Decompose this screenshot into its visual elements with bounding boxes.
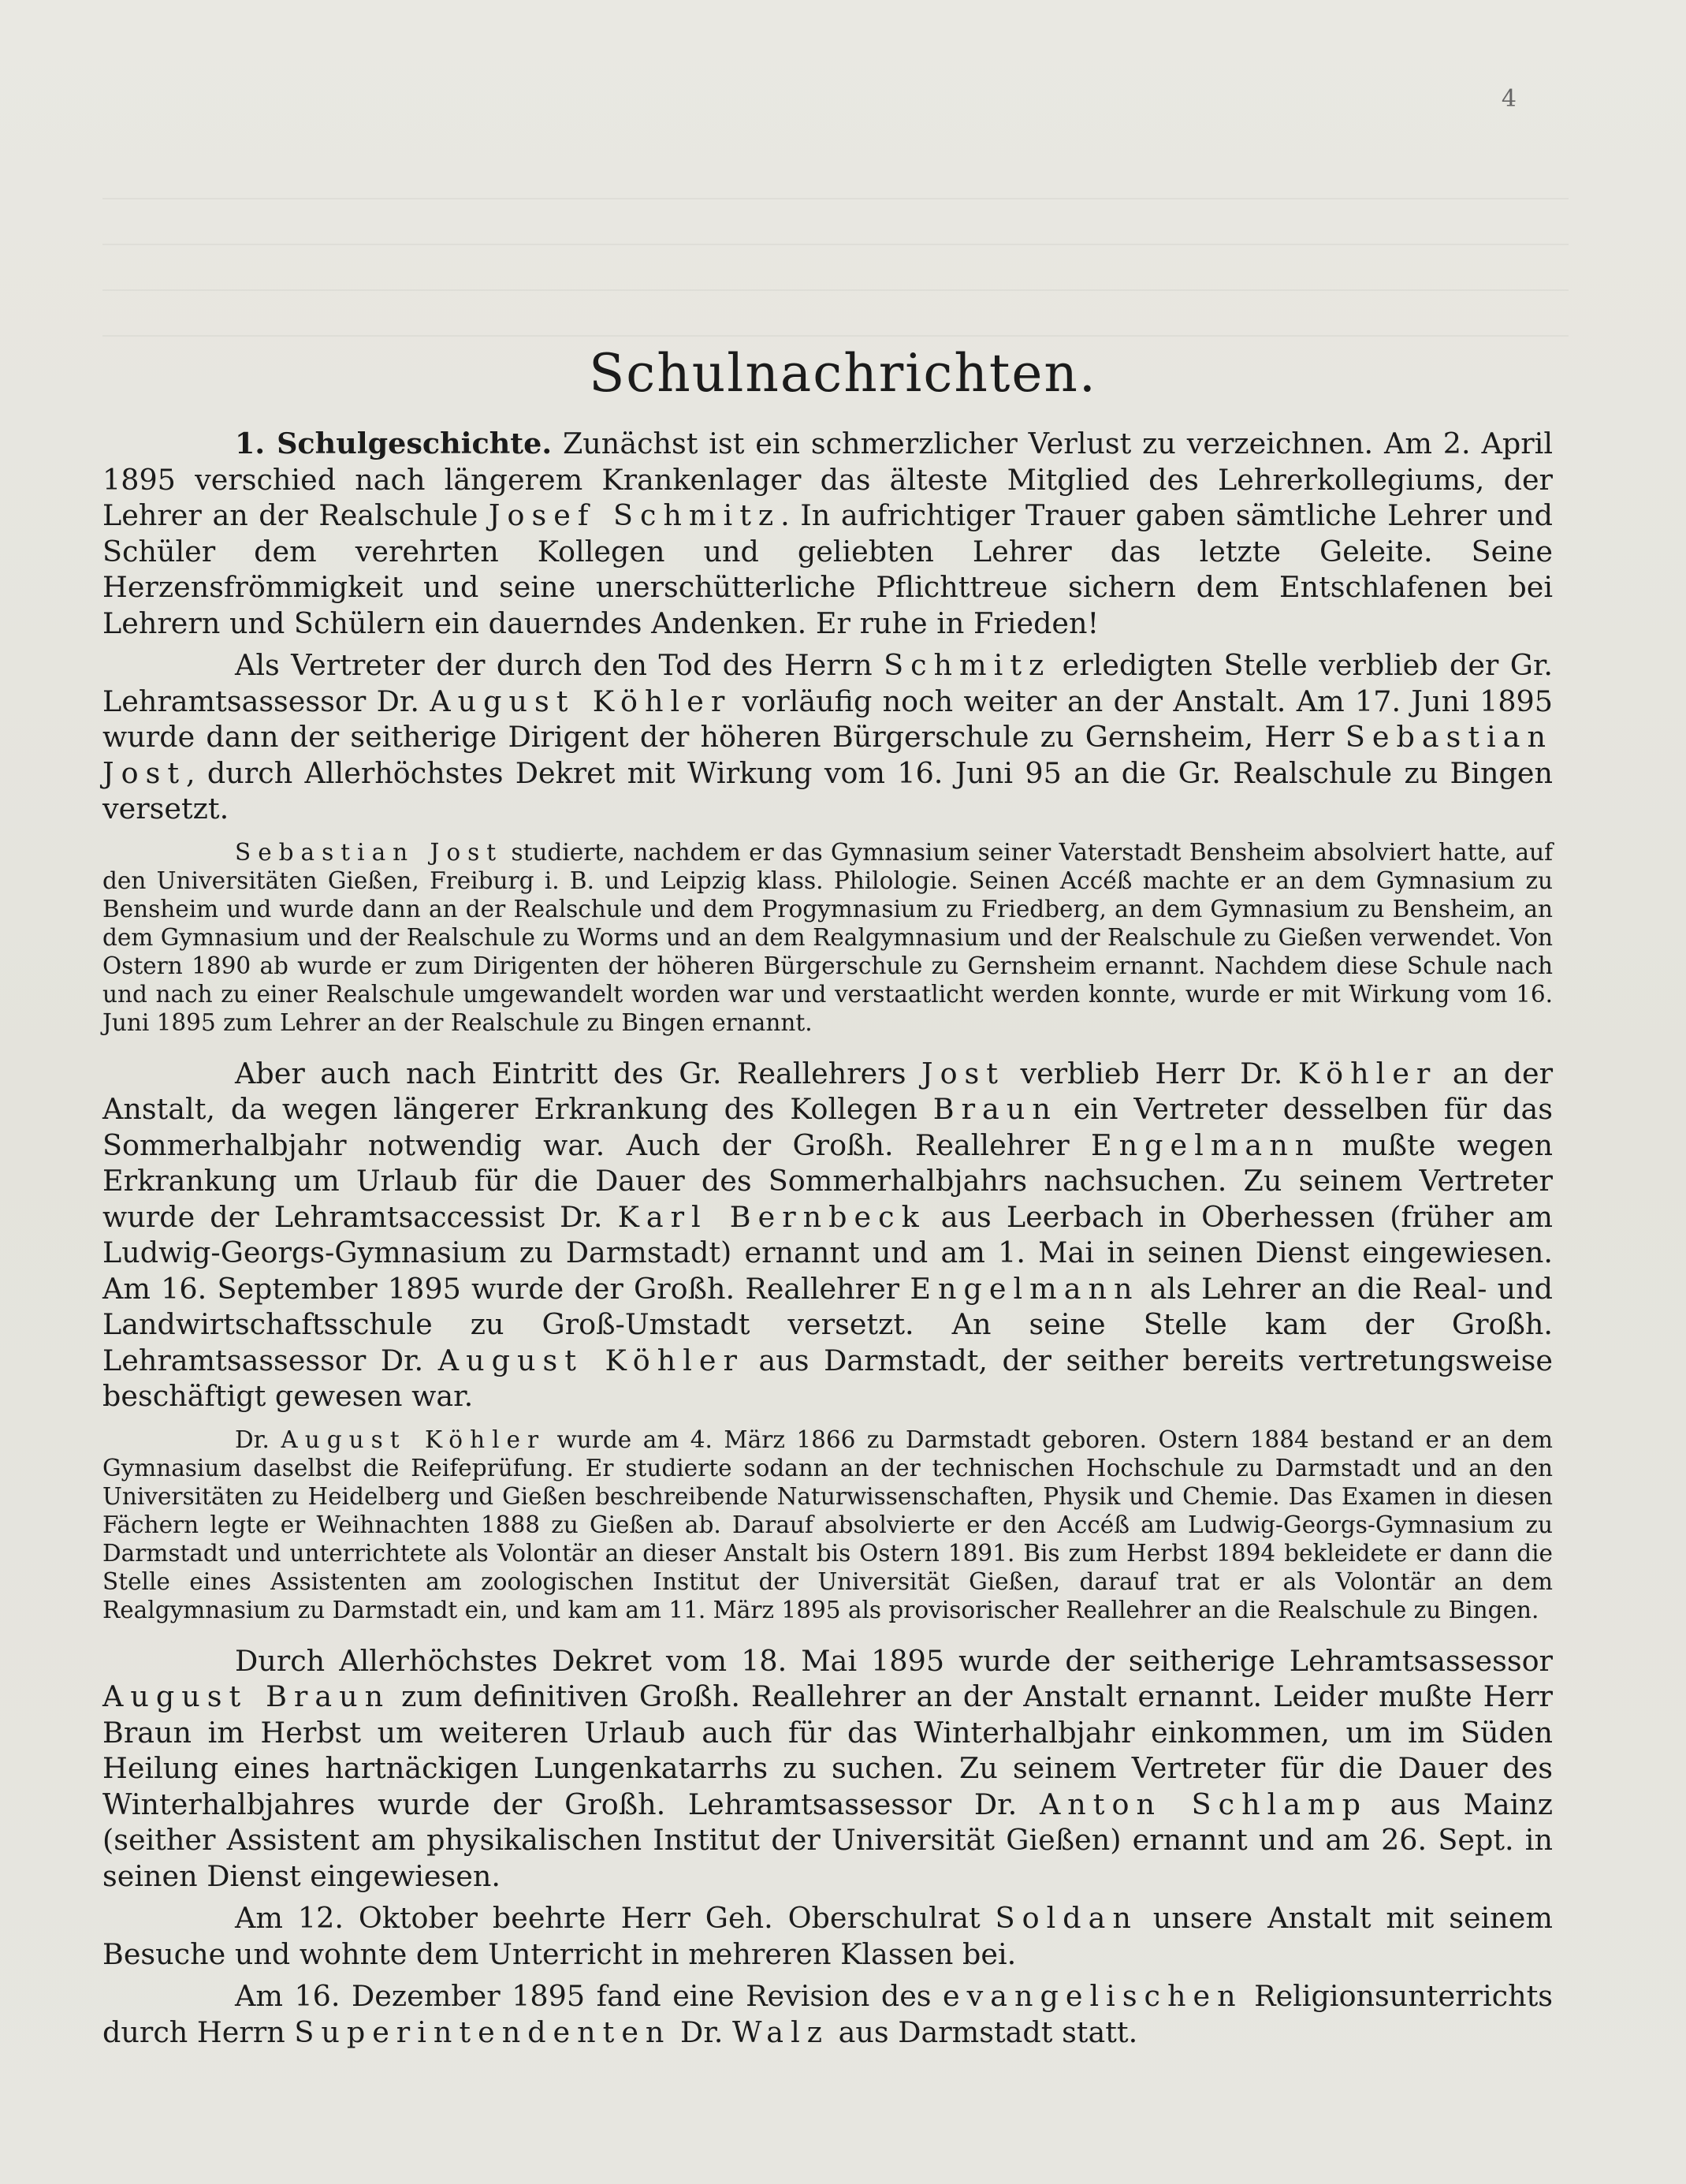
text-run: studierte, nachdem er das Gymnasium seiner Vaterstadt Bensheim absolviert hatte, auf den Universitäten Gießen, Freiburg i. B. und Leipzig klass. Philologie. Seinen Accéß machte er an dem Gymnasium zu Bensheim und wurde dann an der Realschule und dem Progymnasium zu Friedberg, an dem Gymnasium zu Bensheim, an dem Gymnasium und der Realschule zu Worms und an dem Realgymnasium und der Realschule zu Gießen verwendet. Von Ostern 1890 ab wurde er zum Dirigenten der höheren Bürgerschule zu Gernsheim ernannt. Nachdem diese Schule nach und nach zu einer Realschule umgewandelt worden war und verstaatlicht werden konnte, wurde er mit Wirkung vom 16. Juni 1895 zum Lehrer an der Realschule zu Bingen ernannt. [102, 838, 1553, 1036]
text-run: aus Darmstadt statt. [828, 2014, 1138, 2049]
spaced-name: Josef Schmitz [488, 498, 781, 532]
text-run: mußte wegen Erkrankung um Urlaub für die Dauer des Sommerhalbjahrs nachsuchen. Zu seinem Vertreter wurde der Lehramtsaccessist Dr. [102, 1127, 1553, 1234]
spaced-name: Köhler [1297, 1056, 1438, 1090]
spaced-name: August Köhler [281, 1426, 546, 1453]
spaced-name: Superintendenten [294, 2014, 672, 2049]
text-run: als Lehrer an die Real- und Landwirtschaftsschule zu Groß-Umstadt versetzt. An seine Stelle kam der Großh. Lehramtsassessor Dr. [102, 1271, 1553, 1377]
spaced-name: Braun [932, 1092, 1058, 1126]
text-run: aus Leerbach in Oberhessen (früher am Ludwig-Georgs-Gymnasium zu Darmstadt) ernannt und am 1. Mai in seinen Dienst eingewiesen. Am 16. September 1895 wurde der Großh. Reallehrer [102, 1199, 1553, 1306]
text-run: Durch Allerhöchstes Dekret vom 18. Mai 1895 wurde der seitherige Lehramtsassessor [235, 1643, 1553, 1678]
paragraph [102, 1900, 1553, 1972]
biography-note [102, 1426, 1553, 1624]
spaced-name: Engelmann [1091, 1127, 1321, 1162]
section-heading: 1. Schulgeschichte. [235, 427, 553, 460]
text-run: zum definitiven Großh. Reallehrer an der Anstalt ernannt. Leider mußte Herr Braun im Herbst um weiteren Urlaub auch für das Winterhalbjahr einkommen, um im Süden Heilung eines hartnäckigen Lungenkatarrhs zu suchen. Zu seinem Vertreter für die Dauer des Winterhalbjahres wurde der Großh. Lehramtsassessor Dr. [102, 1679, 1553, 1821]
text-run: wurde am 4. März 1866 zu Darmstadt geboren. Ostern 1884 bestand er an dem Gymnasium daselbst die Reifeprüfung. Er studierte sodann an der technischen Hochschule zu Darmstadt und an den Universitäten zu Heidelberg und Gießen beschreibende Naturwissenschaften, Physik und Chemie. Das Examen in diesen Fächern legte er Weihnachten 1888 zu Gießen ab. Darauf absolvierte er den Accéß am Ludwig-Georgs-Gymnasium zu Darmstadt und unterrichtete als Volontär an dieser Anstalt bis Ostern 1891. Bis zum Herbst 1894 bekleidete er dann die Stelle eines Assistenten am zoologischen Institut der Universität Gießen, darauf trat er als Volontär an dem Realgymnasium zu Darmstadt ein, und kam am 11. März 1895 als provisorischer Reallehrer an die Realschule zu Bingen. [102, 1426, 1553, 1623]
text-run: Zunächst ist ein schmerzlicher Verlust zu verzeichnen. Am 2. April 1895 verschied nach längerem Krankenlager das älteste Mitglied des Lehrerkollegiums, der Lehrer an der Realschule [102, 427, 1554, 532]
text-run: erledigten Stelle verblieb der Gr. Lehramtsassessor Dr. [102, 648, 1553, 718]
spaced-name: evangelischen [943, 1979, 1243, 2013]
paragraph [102, 647, 1553, 827]
spaced-name: Soldan [995, 1901, 1138, 1935]
spaced-name: August Köhler [430, 684, 732, 718]
spaced-name: Schmitz [884, 648, 1051, 682]
page-number: 4 [1501, 85, 1517, 113]
paragraph [102, 1643, 1553, 1895]
text-run: aus Darmstadt, der seither bereits vertretungsweise beschäftigt gewesen war. [102, 1343, 1553, 1413]
text-run: Am 12. Oktober beehrte Herr Geh. Oberschulrat [235, 1901, 996, 1935]
text-run: . In aufrichtiger Trauer gaben sämtliche Lehrer und Schüler dem verehrten Kollegen und geliebten Lehrer das letzte Geleite. Seine Herzensfrömmigkeit und seine unerschütterliche Pflichttreue sichern dem Entschlafenen bei Lehrern und Schülern ein dauerndes Andenken. Er ruhe in Frieden! [102, 498, 1554, 640]
spaced-name: August Braun [102, 1679, 391, 1713]
page-title: Schulnachrichten. [589, 343, 1097, 404]
text-run: Aber auch nach Eintritt des Gr. Reallehrers [235, 1056, 921, 1090]
text-run: Dr. [671, 2014, 732, 2049]
spaced-name: Karl Bernbeck [617, 1199, 926, 1234]
spaced-name: Walz [731, 2014, 829, 2049]
text-run: aus Mainz (seither Assistent am physikalischen Institut der Universität Gießen) ernannt und am 26. Sept. in seinen Dienst eingewiesen. [102, 1787, 1553, 1893]
text-run: an der Anstalt, da wegen längerer Erkrankung des Kollegen [102, 1056, 1554, 1126]
paragraph [102, 1978, 1553, 2050]
spaced-name: Jost [921, 1056, 1005, 1090]
text-run: unsere Anstalt mit seinem Besuche und wohnte dem Unterricht in mehreren Klassen bei. [102, 1901, 1553, 1971]
bleed-through-texture [102, 154, 1569, 337]
spaced-name: Engelmann [910, 1271, 1140, 1306]
text-run: vorläufig noch weiter an der Anstalt. Am 17. Juni 1895 wurde dann der seitherige Dirigent der höheren Bürgerschule zu Gernsheim, Herr [102, 684, 1553, 754]
text-run: ein Vertreter desselben für das Sommerhalbjahr notwendig war. Auch der Großh. Reallehrer [102, 1092, 1553, 1162]
text-run: verblieb Herr Dr. [1004, 1056, 1298, 1090]
paragraph [102, 426, 1553, 641]
text-run: Dr. [235, 1426, 281, 1453]
text-run: Als Vertreter der durch den Tod des Herrn [235, 648, 884, 682]
spaced-name: Sebastian Jost [235, 838, 504, 866]
text-run: , durch Allerhöchstes Dekret mit Wirkung vom 16. Juni 95 an die Gr. Realschule zu Bingen versetzt. [102, 755, 1553, 826]
paragraph [102, 1056, 1553, 1414]
spaced-name: Sebastian Jost [102, 720, 1553, 790]
spaced-name: August Köhler [437, 1343, 744, 1377]
text-run: Religionsunterrichts durch Herrn [102, 1979, 1553, 2049]
biography-note [102, 838, 1553, 1037]
text-run: Am 16. Dezember 1895 fand eine Revision des [235, 1979, 943, 2013]
spaced-name: Anton Schlamp [1039, 1787, 1368, 1821]
document-body [102, 426, 1553, 2050]
